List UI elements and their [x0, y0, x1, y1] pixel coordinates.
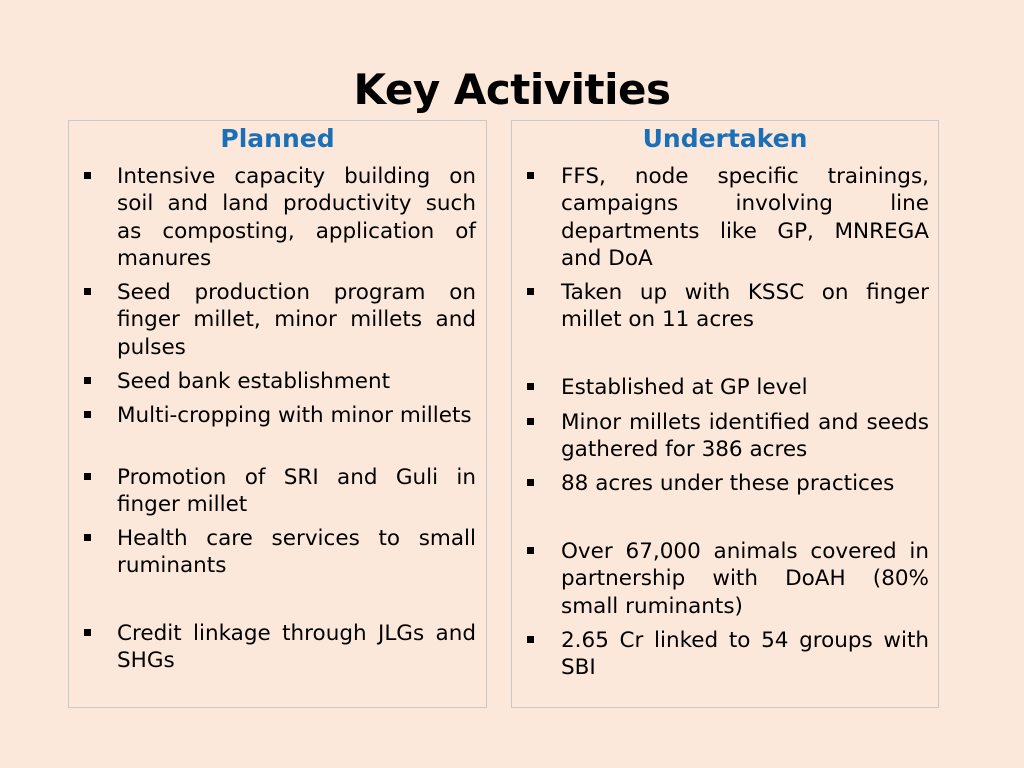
undertaken-panel: [511, 120, 939, 708]
undertaken-item: FFS, node specific trainings, campaigns involving line departments like GP, MNREGA and DoA: [561, 164, 929, 271]
bullet-icon: [527, 288, 534, 295]
bullet-icon: [84, 629, 91, 636]
bullet-icon: [84, 377, 91, 384]
bullet-icon: [527, 547, 534, 554]
bullet-icon: [527, 479, 534, 486]
planned-item: Promotion of SRI and Guli in finger millet: [117, 465, 476, 518]
undertaken-item: Over 67,000 animals covered in partnership with DoAH (80% small ruminants): [561, 539, 929, 619]
undertaken-item: Minor millets identified and seeds gathered for 386 acres: [561, 410, 929, 463]
bullet-icon: [84, 288, 91, 295]
planned-heading: Planned: [220, 124, 335, 153]
bullet-icon: [84, 172, 91, 179]
planned-item: Multi-cropping with minor millets: [117, 403, 472, 428]
planned-item: Intensive capacity building on soil and land productivity such as composting, application of manures: [117, 164, 476, 271]
undertaken-item: 88 acres under these practices: [561, 471, 895, 496]
bullet-icon: [84, 534, 91, 541]
planned-item: Health care services to small ruminants: [117, 526, 476, 579]
bullet-icon: [527, 172, 534, 179]
undertaken-item: Taken up with KSSC on finger millet on 11 acres: [561, 280, 929, 333]
planned-item: Credit linkage through JLGs and SHGs: [117, 621, 476, 674]
bullet-icon: [84, 411, 91, 418]
bullet-icon: [527, 383, 534, 390]
undertaken-heading: Undertaken: [642, 124, 808, 153]
bullet-icon: [527, 636, 534, 643]
bullet-icon: [527, 418, 534, 425]
undertaken-item: Established at GP level: [561, 375, 808, 400]
planned-item: Seed bank establishment: [117, 369, 391, 394]
slide-title: Key Activities: [353, 65, 671, 114]
planned-panel: [68, 120, 487, 708]
bullet-icon: [84, 473, 91, 480]
planned-item: Seed production program on finger millet, minor millets and pulses: [117, 280, 476, 360]
undertaken-item: 2.65 Cr linked to 54 groups with SBI: [561, 628, 929, 681]
